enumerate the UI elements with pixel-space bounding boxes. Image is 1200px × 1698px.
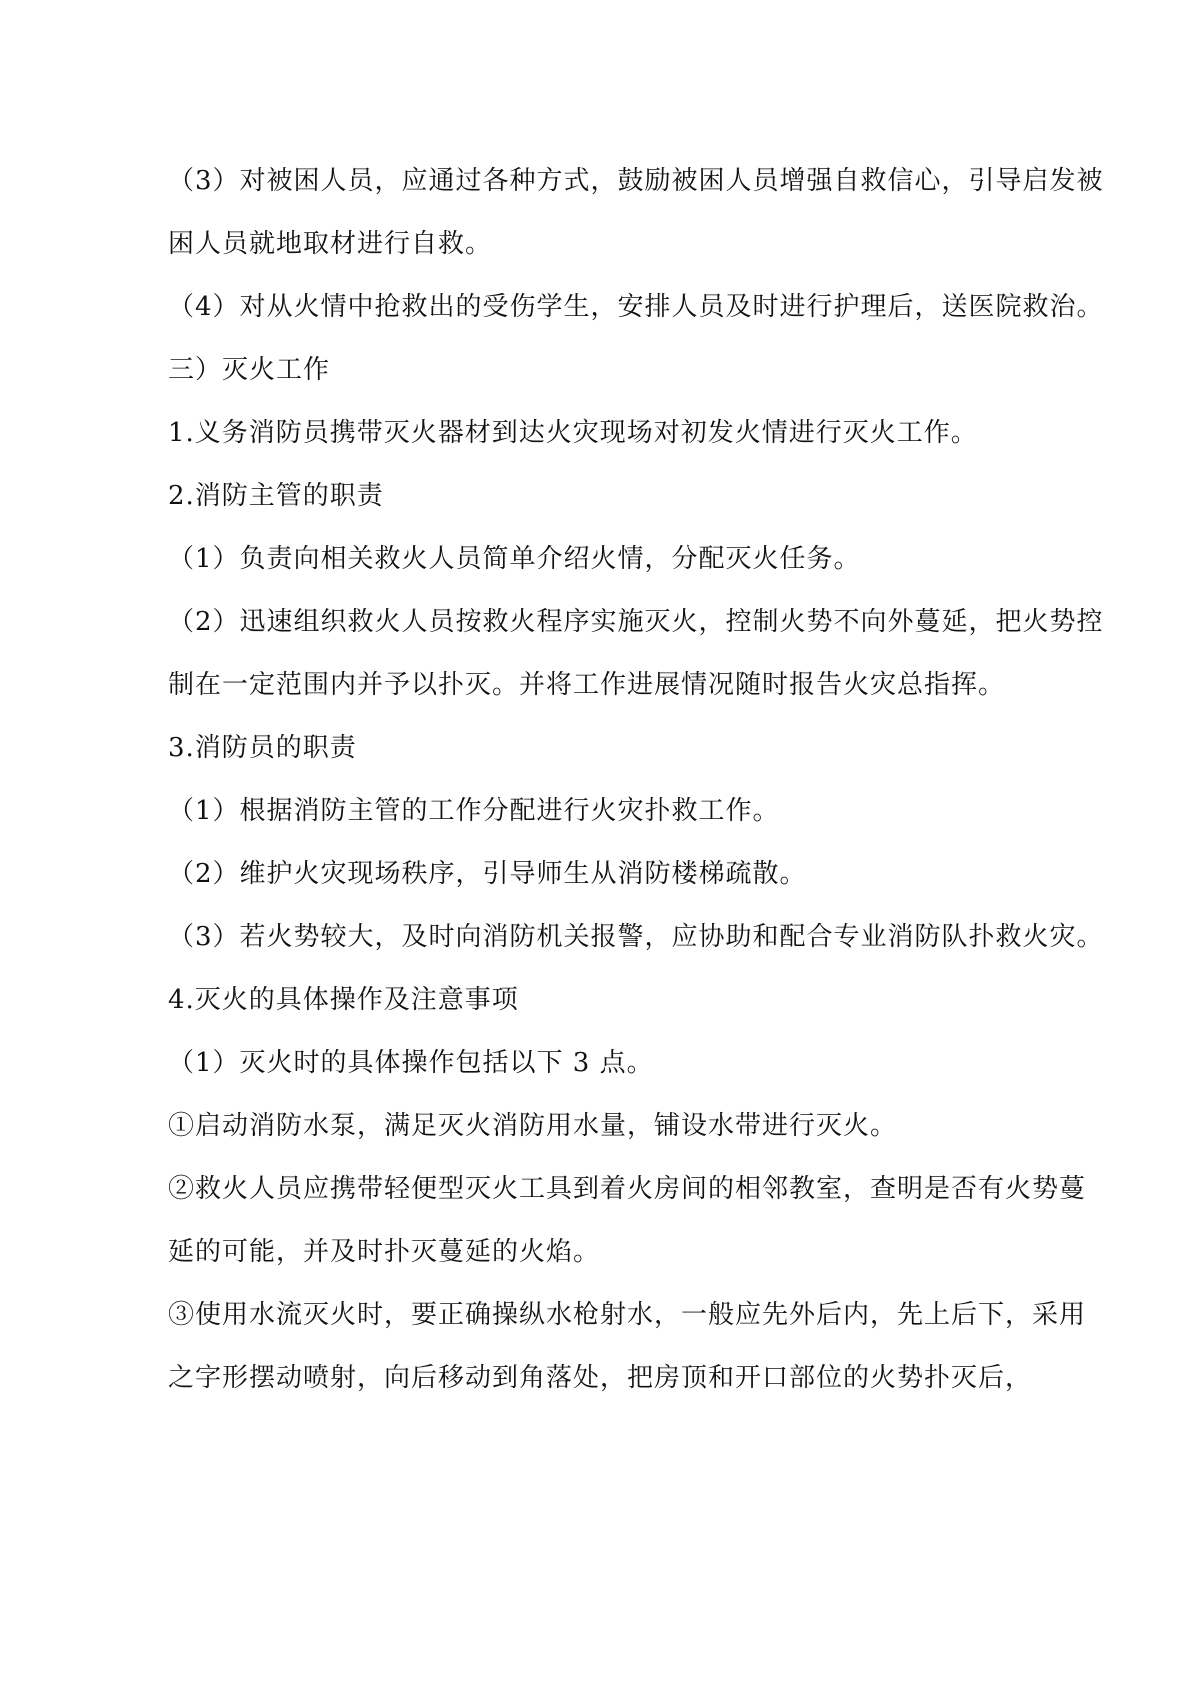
- paragraph-firefighter-2: （2）维护火灾现场秩序，引导师生从消防楼梯疏散。: [168, 859, 807, 889]
- section-heading-firefighting: 三）灭火工作: [168, 355, 331, 385]
- paragraph-item-1: 1.义务消防员携带灭火器材到达火灾现场对初发火情进行灭火工作。: [168, 418, 978, 448]
- paragraph-supervisor-1: （1）负责向相关救火人员简单介绍火情，分配灭火任务。: [168, 544, 861, 574]
- paragraph-step-2: ②救火人员应携带轻便型灭火工具到着火房间的相邻教室，查明是否有火势蔓延的可能，并及时扑灭蔓延的火焰。: [168, 1174, 1087, 1267]
- paragraph-supervisor-2: （2）迅速组织救火人员按救火程序实施灭火，控制火势不向外蔓延，把火势控制在一定范围内并予以扑灭。并将工作进展情况随时报告火灾总指挥。: [168, 607, 1104, 700]
- subheading-operations-notes: 4.灭火的具体操作及注意事项: [168, 985, 519, 1015]
- paragraph-operations-1: （1）灭火时的具体操作包括以下 3 点。: [168, 1048, 654, 1078]
- paragraph-step-1: ①启动消防水泵，满足灭火消防用水量，铺设水带进行灭火。: [168, 1111, 898, 1141]
- paragraph-rescue-4: （4）对从火情中抢救出的受伤学生，安排人员及时进行护理后，送医院救治。: [168, 292, 1104, 322]
- paragraph-rescue-3: （3）对被困人员，应通过各种方式，鼓励被困人员增强自救信心，引导启发被困人员就地取材进行自救。: [168, 166, 1104, 259]
- subheading-firefighter-duties: 3.消防员的职责: [168, 733, 357, 763]
- subheading-fire-supervisor-duties: 2.消防主管的职责: [168, 481, 384, 511]
- paragraph-firefighter-3: （3）若火势较大，及时向消防机关报警，应协助和配合专业消防队扑救火灾。: [168, 922, 1104, 952]
- paragraph-firefighter-1: （1）根据消防主管的工作分配进行火灾扑救工作。: [168, 796, 780, 826]
- document-body: [168, 150, 1108, 1410]
- paragraph-step-3: ③使用水流灭火时，要正确操纵水枪射水，一般应先外后内，先上后下，采用之字形摆动喷射，向后移动到角落处，把房顶和开口部位的火势扑灭后，: [168, 1300, 1087, 1393]
